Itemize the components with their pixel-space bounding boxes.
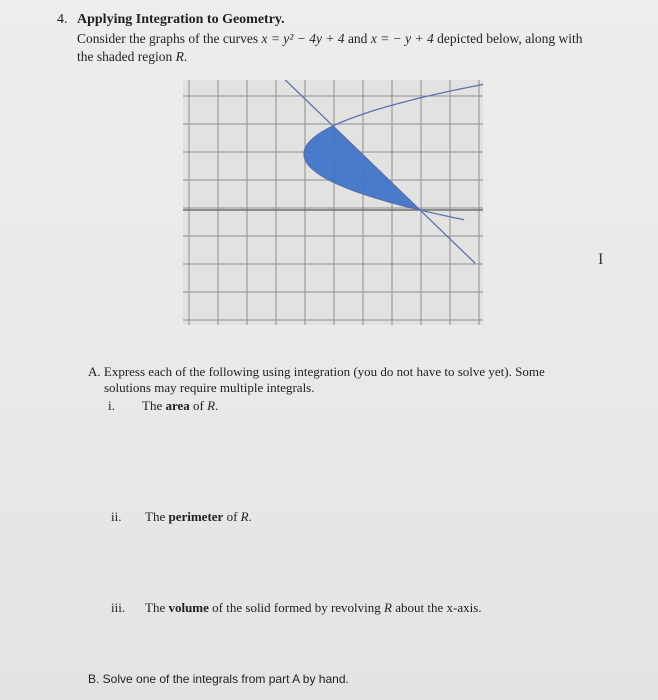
- item-ii-perimeter-of-r: [145, 509, 252, 525]
- part-a-prompt-line-2: solutions may require multiple integrals.: [104, 380, 315, 395]
- problem-title: Applying Integration to Geometry.: [77, 12, 285, 27]
- item-i-area-of-r: [142, 398, 218, 414]
- region-label: R: [384, 600, 392, 615]
- region-label: R: [207, 398, 216, 413]
- item-text: of: [223, 509, 241, 524]
- problem-intro-line-2: [77, 49, 187, 65]
- part-b-prompt: B. Solve one of the integrals from part A by hand.: [88, 672, 349, 686]
- item-keyword: volume: [168, 600, 209, 615]
- graph-background: [183, 80, 483, 325]
- text-cursor-icon: I: [598, 251, 604, 268]
- item-i-numeral: i.: [108, 398, 115, 413]
- item-keyword: perimeter: [168, 509, 224, 524]
- item-text: of: [189, 398, 208, 413]
- item-keyword: area: [165, 398, 190, 413]
- problem-intro-line-1: [77, 31, 582, 47]
- intro-text: and: [344, 31, 371, 46]
- item-text: about the x-axis.: [391, 600, 482, 615]
- curve-2-equation: x = − y + 4: [370, 31, 434, 46]
- item-text: The: [145, 509, 169, 524]
- item-iii-numeral: iii.: [111, 600, 126, 615]
- intro-text: .: [183, 49, 188, 64]
- region-label: R: [175, 49, 184, 64]
- intro-text: Consider the graphs of the curves: [77, 31, 262, 46]
- item-text: The: [142, 398, 166, 413]
- region-graph: [183, 80, 483, 325]
- item-ii-numeral: ii.: [111, 509, 122, 524]
- item-iii-volume-of-solid: [145, 600, 482, 616]
- problem-number: 4.: [57, 12, 68, 27]
- part-a-prompt-line-1: A. Express each of the following using integration (you do not have to solve yet). Some: [88, 364, 545, 379]
- intro-text: the shaded region: [77, 49, 176, 64]
- item-text: The: [145, 600, 169, 615]
- intro-text: depicted below, along with: [433, 31, 583, 46]
- region-label: R: [240, 509, 249, 524]
- item-text: .: [248, 509, 252, 524]
- curve-1-equation: x = y² − 4y + 4: [261, 31, 345, 46]
- item-text: of the solid formed by revolving: [208, 600, 385, 615]
- item-text: .: [215, 398, 219, 413]
